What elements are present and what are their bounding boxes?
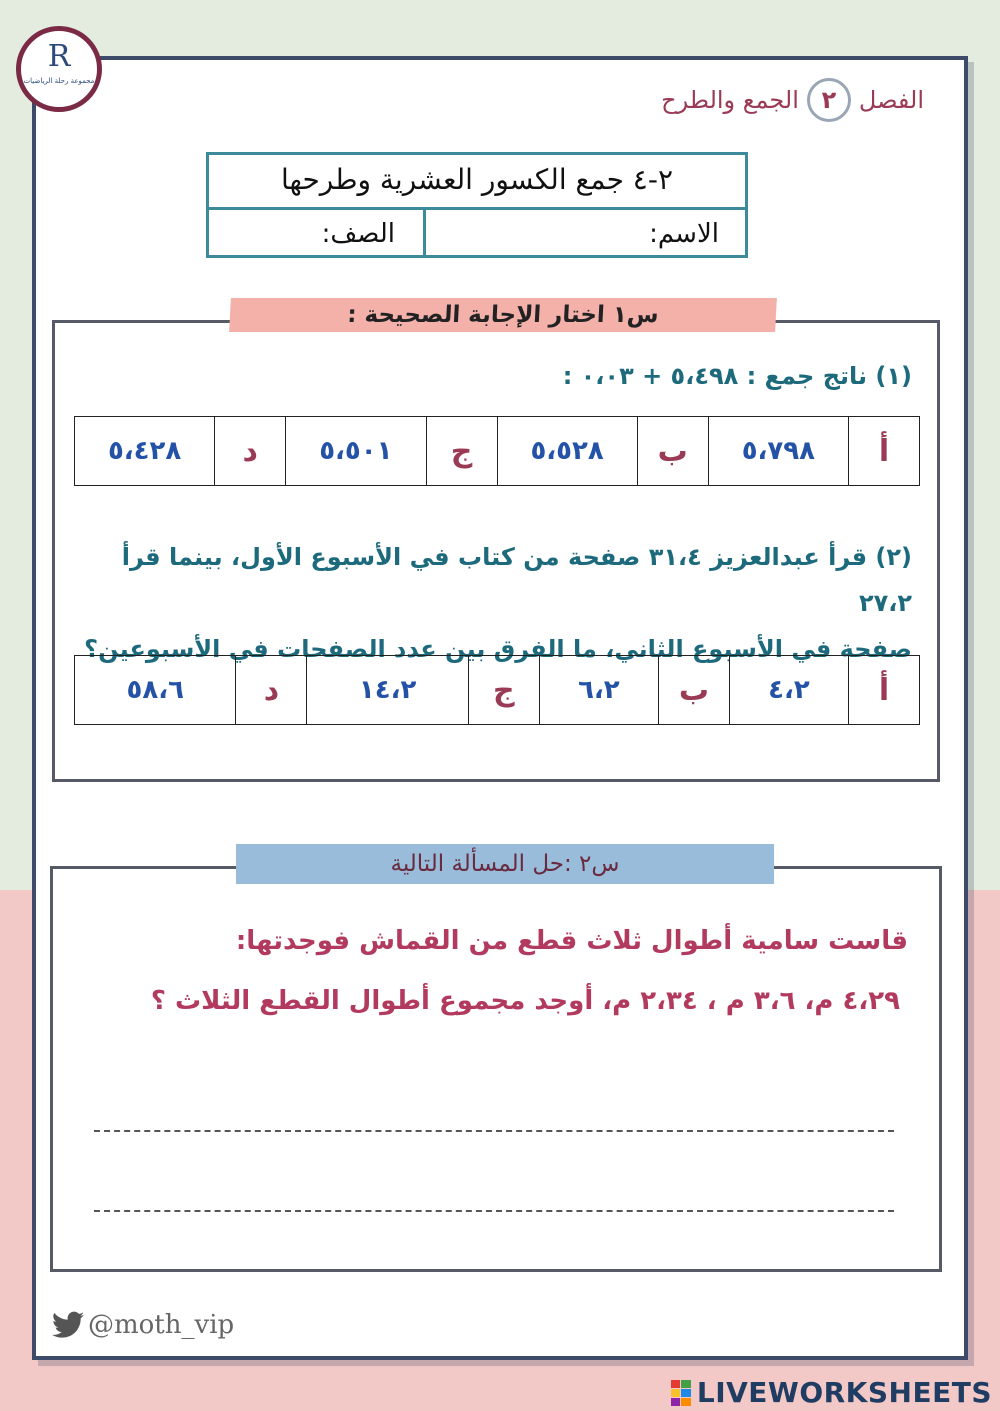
question-2-options xyxy=(74,655,920,725)
option-letter: د xyxy=(215,417,286,486)
lesson-title: ٢-٤ جمع الكسور العشرية وطرحها xyxy=(209,155,745,210)
answer-option[interactable]: ٤،٢ xyxy=(729,656,848,725)
handle-text: @moth_vip xyxy=(88,1310,235,1340)
chapter-header xyxy=(661,78,924,122)
answer-option[interactable]: ٥٨،٦ xyxy=(75,656,236,725)
answer-option[interactable]: ١٤،٢ xyxy=(307,656,468,725)
logo xyxy=(16,26,102,112)
twitter-handle xyxy=(52,1310,234,1340)
option-letter: ج xyxy=(468,656,539,725)
chapter-topic: الجمع والطرح xyxy=(661,86,799,114)
logo-letter: R xyxy=(47,39,71,74)
section-2-heading: س٢ :حل المسألة التالية xyxy=(236,844,774,884)
answer-option[interactable]: ٥،٤٢٨ xyxy=(75,417,215,486)
liveworksheets-logo-icon xyxy=(671,1380,691,1406)
question-2-line-2: صفحة في الأسبوع الثاني، ما الفرق بين عدد الصفحات في الأسبوعين؟ xyxy=(84,635,912,663)
title-box xyxy=(206,152,748,258)
problem-line-1: قاست سامية أطوال ثلاث قطع من القماش فوجدتها: xyxy=(235,926,908,956)
brand-text: LIVEWORKSHEETS xyxy=(696,1376,992,1409)
answer-option[interactable]: ٥،٧٩٨ xyxy=(708,417,848,486)
question-1-options xyxy=(74,416,920,486)
answer-option[interactable]: ٦،٢ xyxy=(539,656,658,725)
option-letter: ب xyxy=(658,656,729,725)
option-letter: أ xyxy=(849,656,920,725)
option-letter: ب xyxy=(637,417,708,486)
question-2-text xyxy=(84,534,912,672)
answer-option[interactable]: ٥،٥٢٨ xyxy=(497,417,637,486)
class-field[interactable]: الصف: xyxy=(321,219,395,249)
section-1-heading: س١ اختار الإجابة الصحيحة : xyxy=(229,298,777,332)
liveworksheets-brand[interactable] xyxy=(671,1376,992,1409)
answer-line-1[interactable] xyxy=(94,1130,894,1132)
chapter-number: ٢ xyxy=(807,78,851,122)
question-2-line-1: (٢) قرأ عبدالعزيز ٣١،٤ صفحة من كتاب في الأسبوع الأول، بينما قرأ ٢٧،٢ xyxy=(121,543,912,617)
answer-line-2[interactable] xyxy=(94,1210,894,1212)
option-letter: د xyxy=(236,656,307,725)
answer-option[interactable]: ٥،٥٠١ xyxy=(286,417,426,486)
name-field[interactable]: الاسم: xyxy=(423,210,745,258)
option-letter: أ xyxy=(849,417,920,486)
chapter-label: الفصل xyxy=(858,86,924,114)
option-letter: ج xyxy=(426,417,497,486)
twitter-bird-icon xyxy=(52,1311,84,1339)
problem-line-2: ٤،٢٩ م، ٣،٦ م ، ٢،٣٤ م، أوجد مجموع أطوال القطع الثلاث ؟ xyxy=(150,986,900,1016)
logo-subtitle: مجموعة رحلة الرياضيات xyxy=(23,77,95,85)
question-1-text: (١) ناتج جمع : ٥،٤٩٨ + ٠،٠٣ : xyxy=(562,362,912,390)
